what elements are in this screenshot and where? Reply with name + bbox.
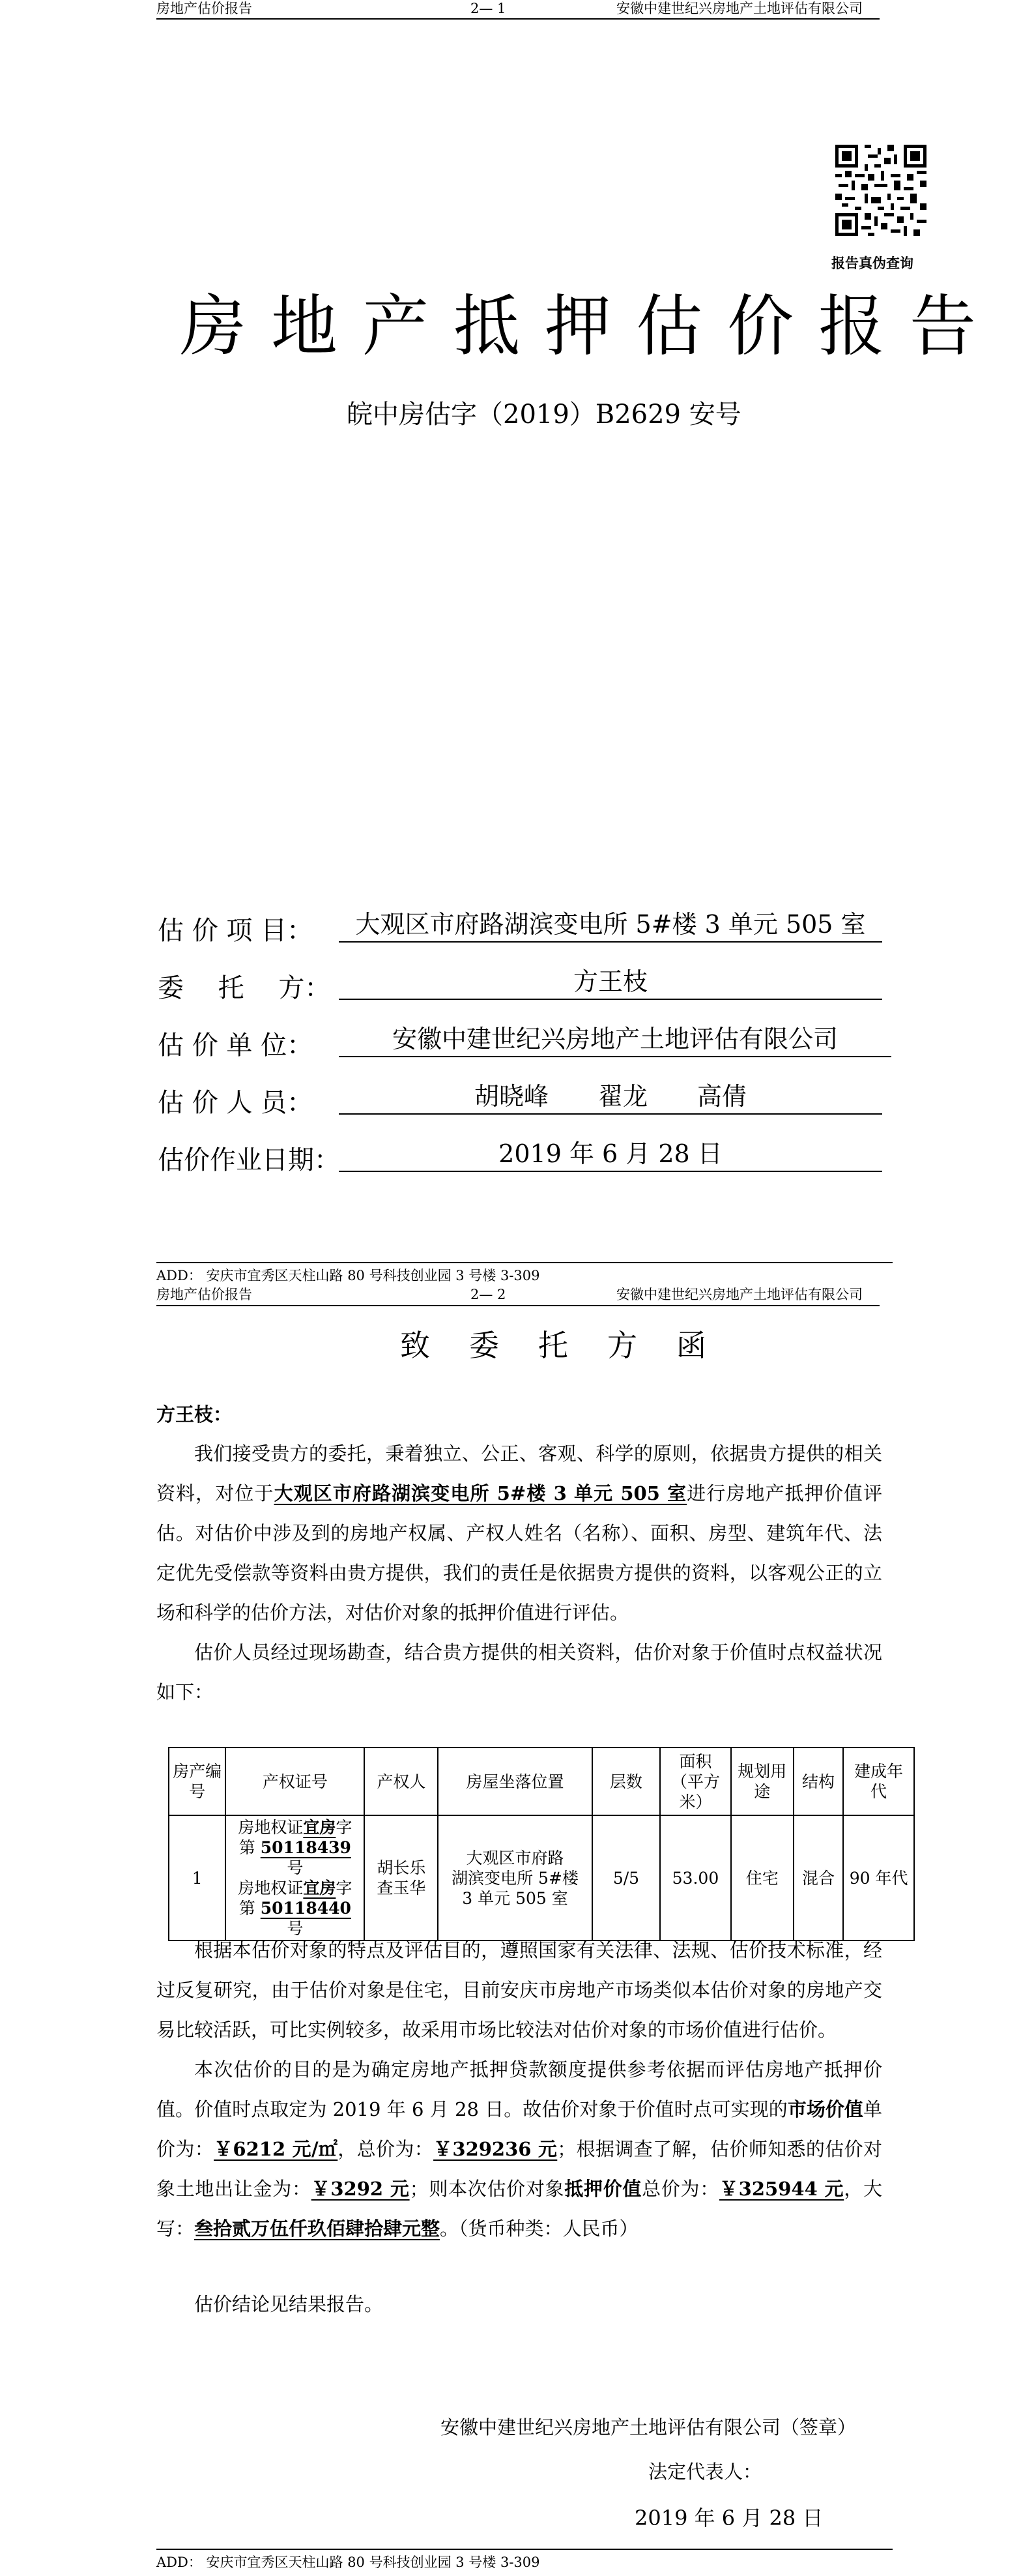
header-right: 安徽中建世纪兴房地产土地评估有限公司 (616, 1287, 863, 1302)
cert-1-hao: 号 (287, 1858, 304, 1877)
paragraph-conclusion (156, 2285, 882, 2324)
header-left: 房地产估价报告 (156, 1287, 252, 1302)
cert-2-di: 第 (238, 1899, 261, 1918)
paragraph-valuation (156, 2050, 882, 2249)
p4-amount-in-words: 叁拾贰万伍仟玖佰肆拾肆元整 (194, 2217, 440, 2240)
table-header-cell: 面积（平方米） (660, 1748, 731, 1815)
p4-mortgage-total: ￥325944 元 (719, 2178, 844, 2200)
cert-2-prefix: 房地权证 (238, 1879, 304, 1897)
qr-caption: 报告真伪查询 (831, 255, 913, 271)
owner-2: 查玉华 (377, 1879, 426, 1897)
field-label-project: 估 价 项 目： (158, 916, 313, 946)
company-signature: 安徽中建世纪兴房地产土地评估有限公司（签章） (440, 2416, 857, 2438)
p3-text: 根据本估价对象的特点及评估目的，遵照国家有关法律、法规、估价技术标准，经过反复研究，由于估价对象是住宅，目前安庆市房地产市场类似本估价对象的房地产交易比较活跃，可比实例较多，故采用市场比较法对估价对象的市场价值进行估价。 (156, 1939, 882, 2041)
footer-address: ADD： 安庆市宜秀区天柱山路 80 号科技创业园 3 号楼 3-309 (156, 2554, 540, 2570)
table-header-cell: 房屋坐落位置 (438, 1748, 592, 1815)
field-value-client: 方王枝 (339, 965, 882, 1000)
p4-unit-price: ￥6212 元/㎡ (214, 2138, 338, 2160)
owner-1: 胡长乐 (377, 1858, 426, 1877)
cell-area: 53.00 (660, 1815, 731, 1940)
cell-cert-no (225, 1815, 364, 1940)
paragraph-method (156, 1931, 882, 2050)
header-page-number: 2— 1 (470, 1, 506, 16)
p5-text: 估价结论见结果报告。 (194, 2293, 384, 2315)
cell-usage: 住宅 (731, 1815, 794, 1940)
header-right: 安徽中建世纪兴房地产土地评估有限公司 (616, 1, 863, 16)
table-header-cell: 层数 (592, 1748, 660, 1815)
cert-1-prefix: 房地权证 (238, 1818, 304, 1837)
p4-text-a: 本次估价的目的是为确定房地产抵押贷款额度提供参考依据而评估房地产抵押价值。价值时点取定为 2019 年 6 月 28 日。故估价对象于价值时点可实现的 (156, 2058, 882, 2120)
header-rule (156, 1305, 880, 1306)
signature-date: 2019 年 6 月 28 日 (635, 2506, 824, 2530)
field-label-company: 估 价 单 位： (158, 1031, 313, 1061)
table-header-cell: 产权证号 (225, 1748, 364, 1815)
table-header-cell: 产权人 (364, 1748, 438, 1815)
p4-text-c: 单价为： (156, 2098, 882, 2160)
cert-2-district: 宜房 (303, 1879, 336, 1897)
p4-text-m: ，大写： (156, 2178, 882, 2240)
cell-year: 90 年代 (843, 1815, 914, 1940)
header-page-number: 2— 2 (470, 1287, 506, 1302)
table-header-cell: 建成年代 (843, 1748, 914, 1815)
p4-land-fee: ￥3292 元 (311, 2178, 410, 2200)
table-header-cell: 结构 (794, 1748, 844, 1815)
p4-text-g: ；根据调查了解，估价师知悉的估价对象土地出让金为： (156, 2138, 882, 2200)
p1-property-address: 大观区市府路湖滨变电所 5#楼 3 单元 505 室 (274, 1482, 687, 1504)
location-line-1: 大观区市府路 (466, 1848, 564, 1867)
cell-property-no: 1 (169, 1815, 225, 1940)
location-line-2: 湖滨变电所 5#楼 (452, 1868, 579, 1888)
cert-2-hao: 号 (287, 1919, 304, 1938)
p2-text: 估价人员经过现场勘查，结合贵方提供的相关资料，估价对象于价值时点权益状况如下： (156, 1641, 882, 1703)
field-value-appraisers: 胡晓峰 翟龙 高倩 (339, 1079, 882, 1115)
p4-market-value-label: 市场价值 (787, 2098, 863, 2120)
header-left: 房地产估价报告 (156, 1, 252, 16)
field-value-company: 安徽中建世纪兴房地产土地评估有限公司 (339, 1022, 891, 1057)
p4-text-i: ；则本次估价对象 (409, 2178, 565, 2200)
field-value-project: 大观区市府路湖滨变电所 5#楼 3 单元 505 室 (339, 907, 882, 943)
cell-location (438, 1815, 592, 1940)
footer-address: ADD： 安庆市宜秀区天柱山路 80 号科技创业园 3 号楼 3-309 (156, 1268, 540, 1283)
table-header-cell: 房产编号 (169, 1748, 225, 1815)
legal-representative: 法定代表人： (648, 2461, 762, 2483)
p4-text-e: ，总价为： (337, 2138, 434, 2160)
table-header-cell: 规划用途 (731, 1748, 794, 1815)
cell-structure: 混合 (794, 1815, 844, 1940)
paragraph-survey (156, 1633, 882, 1712)
header-rule (156, 18, 880, 20)
paragraph-commission (156, 1434, 882, 1633)
footer-rule (156, 2549, 893, 2550)
cell-floors: 5/5 (592, 1815, 660, 1940)
footer-rule (156, 1262, 893, 1263)
report-title: 房地产抵押估价报告 (180, 288, 1001, 366)
qr-code-icon (835, 145, 926, 236)
table-row (169, 1815, 914, 1940)
property-table (168, 1747, 915, 1941)
p4-text-k: 总价为： (642, 2178, 719, 2200)
p4-mortgage-value-label: 抵押价值 (564, 2178, 642, 2200)
field-label-date: 估价作业日期： (158, 1145, 340, 1175)
cert-1-district: 宜房 (303, 1818, 336, 1837)
field-label-appraisers: 估 价 人 员： (158, 1088, 313, 1118)
table-header-row (169, 1748, 914, 1815)
cert-1-number: 50118439 (260, 1838, 351, 1857)
salutation: 方王枝： (156, 1403, 233, 1426)
cert-1-suffix: 字 (336, 1818, 352, 1837)
cert-1-di: 第 (238, 1838, 261, 1857)
cert-2-number: 50118440 (260, 1899, 351, 1918)
report-number: 皖中房估字（2019）B2629 安号 (347, 400, 741, 430)
p4-total-price: ￥329236 元 (433, 2138, 558, 2160)
p4-text-o: 。（货币种类：人民币） (440, 2217, 639, 2240)
cell-owner (364, 1815, 438, 1940)
p1-text-a: 我们接受贵方的委托，秉着独立、公正、客观、科学的原则，依据贵方提供的相关资料，对位于 (156, 1442, 882, 1504)
location-line-3: 3 单元 505 室 (462, 1888, 568, 1908)
field-value-date: 2019 年 6 月 28 日 (339, 1137, 882, 1172)
p1-text-c: 进行房地产抵押价值评估。对估价中涉及到的房地产权属、产权人姓名（名称）、面积、房型、建筑年代、法定优先受偿款等资料由贵方提供，我们的责任是依据贵方提供的资料，以客观公正的立场和科学的估价方法，对估价对象的抵押价值进行评估。 (156, 1482, 882, 1624)
letter-title: 致委托方函 (400, 1328, 745, 1363)
field-label-client: 委 托 方： (158, 973, 331, 1003)
cert-2-suffix: 字 (336, 1879, 352, 1897)
